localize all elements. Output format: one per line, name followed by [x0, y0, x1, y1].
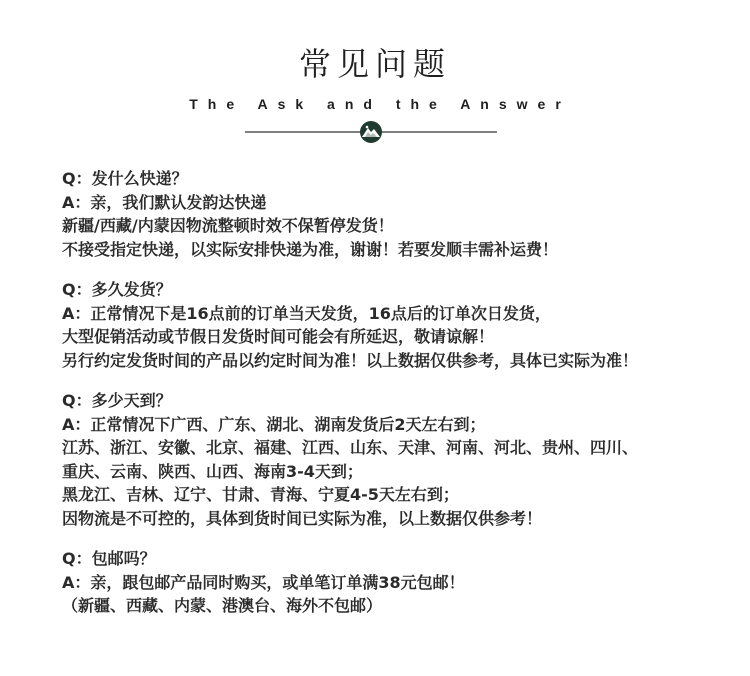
faq-header — [0, 0, 750, 150]
faq-answer-line: 因物流是不可控的，具体到货时间已实际为准，以上数据仅供参考！ — [62, 508, 543, 528]
faq-question: Q：多久发货？ — [62, 280, 172, 299]
faq-list — [62, 167, 732, 618]
faq-answer-line: （新疆、西藏、内蒙、港澳台、海外不包邮） — [62, 596, 383, 615]
faq-item-ship-time — [62, 278, 732, 372]
faq-answer-line: 江苏、浙江、安徽、北京、福建、江西、山东、天津、河南、河北、贵州、四川、 — [62, 438, 639, 457]
title-divider — [245, 120, 497, 144]
faq-answer-line: 不接受指定快递，以实际安排快递为准，谢谢！若要发顺丰需补运费！ — [62, 239, 559, 259]
faq-item-free-shipping — [62, 547, 732, 618]
faq-item-express — [62, 167, 732, 261]
faq-item-delivery-days — [62, 389, 732, 530]
faq-answer-line: 另行约定发货时间的产品以约定时间为准！以上数据仅供参考，具体已实际为准！ — [62, 350, 639, 370]
faq-answer-line: 重庆、云南、陕西、山西、海南3-4天到； — [62, 461, 363, 481]
page-title: 常见问题 — [298, 45, 451, 83]
faq-answer-line: A：正常情况下是16点前的订单当天发货，16点后的订单次日发货， — [62, 303, 551, 323]
faq-question: Q：发什么快递？ — [62, 169, 188, 188]
faq-answer-line: 大型促销活动或节假日发货时间可能会有所延迟，敬请谅解！ — [62, 327, 495, 346]
faq-answer-line: A：亲，跟包邮产品同时购买，或单笔订单满38元包邮！ — [62, 572, 465, 592]
faq-question: Q：包邮吗？ — [62, 549, 156, 568]
faq-question: Q：多少天到？ — [62, 391, 172, 410]
faq-answer-line: 黑龙江、吉林、辽宁、甘肃、青海、宁夏4-5天左右到； — [62, 485, 459, 504]
faq-answer-line: A：正常情况下广西、广东、湖北、湖南发货后2天左右到； — [62, 414, 486, 434]
faq-answer-line: 新疆/西藏/内蒙因物流整顿时效不保暂停发货！ — [62, 216, 394, 235]
page-subtitle: The Ask and the Answer — [189, 96, 571, 112]
mountain-emblem-icon — [360, 121, 382, 143]
faq-answer-line: A：亲，我们默认发韵达快递 — [62, 192, 267, 212]
